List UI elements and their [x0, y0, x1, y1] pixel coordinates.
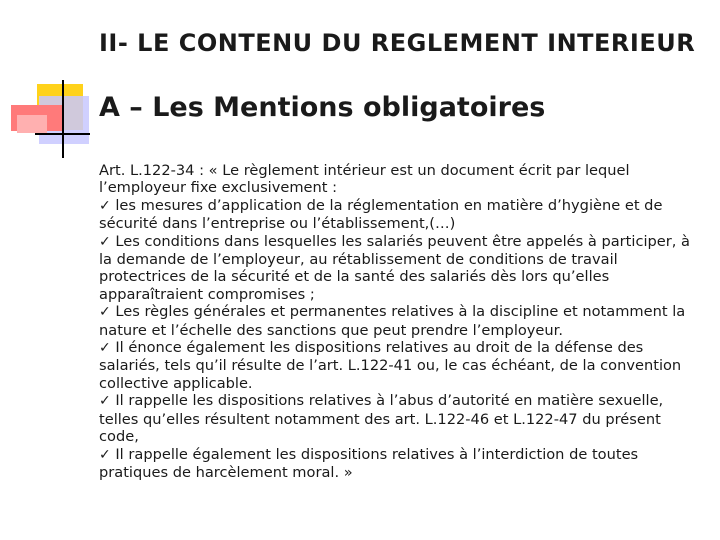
list-item: ✓ Il énonce également les dispositions relatives au droit de la défense des salariés, tels qu’il résulte de l’art. L.122-41 ou, le cas échéant, de la convention collective applicable.: [99, 339, 682, 392]
list-item: ✓ Il rappelle également les dispositions relatives à l’interdiction de toutes pratiques de harcèlement moral. »: [99, 445, 639, 481]
list-item: ✓ Il rappelle les dispositions relatives à l’abus d’autorité en matière sexuelle, telles qu’elles résultent notamment des art. L.122-46 et L.122-47 du présent code,: [99, 392, 664, 446]
list-item: ✓ les mesures d’application de la réglementation en matière d’hygiène et de sécurité dans l’entreprise ou l’établissement,(…): [99, 196, 663, 233]
check-icon: ✓: [99, 340, 111, 357]
check-icon: ✓: [99, 233, 111, 250]
check-icon: ✓: [99, 446, 111, 463]
check-icon: ✓: [99, 304, 111, 321]
decor-horizontal-line: [35, 133, 90, 135]
slide-subtitle: A – Les Mentions obligatoires: [99, 92, 546, 123]
slide-title: II- LE CONTENU DU REGLEMENT INTERIEUR: [99, 29, 696, 57]
decor-vertical-line: [62, 80, 64, 158]
list-item: ✓ Les règles générales et permanentes relatives à la discipline et notamment la nature et l’échelle des sanctions que peut prendre l’employeur.: [99, 303, 686, 339]
decor-pink-square: [17, 115, 47, 133]
slide-body: [99, 162, 699, 481]
check-icon: ✓: [99, 393, 111, 410]
intro-text: Art. L.122-34 : « Le règlement intérieur est un document écrit par lequel l’employeur fixe exclusivement :: [99, 162, 630, 197]
check-icon: ✓: [99, 197, 111, 214]
list-item: ✓ Les conditions dans lesquelles les salariés peuvent être appelés à participer, à la demande de l’employeur, au rétablissement de conditions de travail protectrices de la sécurité et de la santé des salariés dès lors qu’elles apparaîtraient compromises ;: [99, 232, 690, 303]
